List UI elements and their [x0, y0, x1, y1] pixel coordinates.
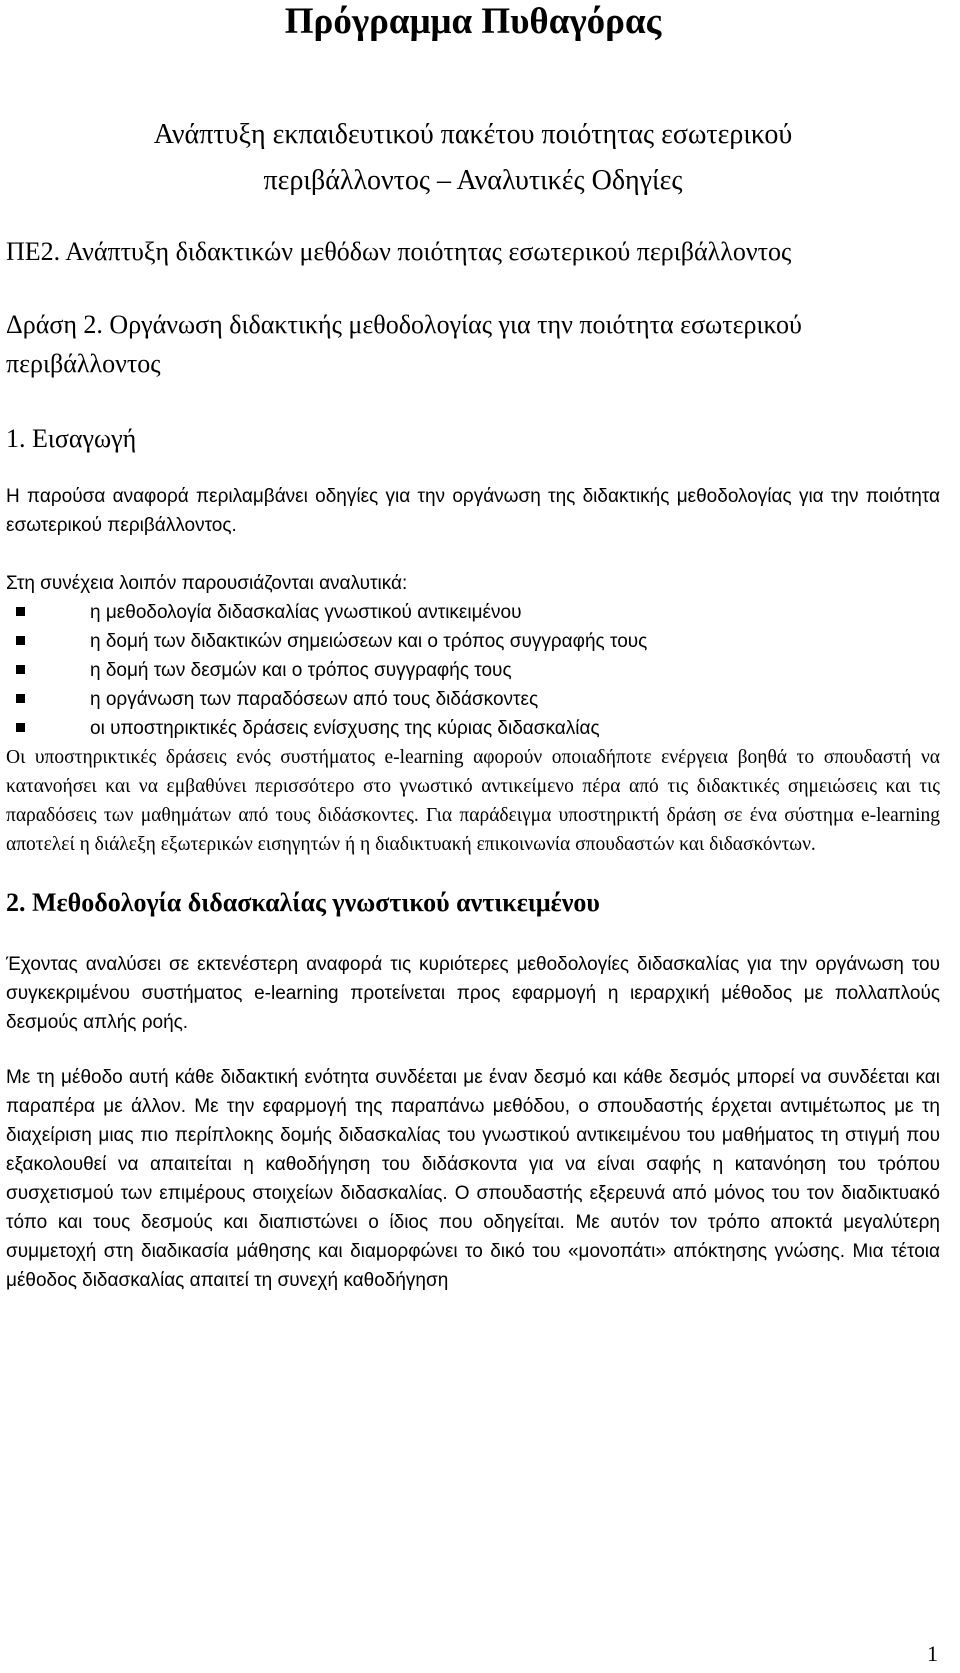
document-subtitle [6, 112, 940, 204]
list-item [6, 714, 940, 743]
list-item-text: η δομή των διδακτικών σημειώσεων και ο τρόπος συγγραφής τους [90, 631, 648, 652]
square-bullet-icon [16, 723, 25, 732]
list-item-text: η δομή των δεσμών και ο τρόπος συγγραφής τους [90, 660, 512, 681]
document-title: Πρόγραμμα Πυθαγόρας [284, 1, 662, 42]
intro-paragraph: Η παρούσα αναφορά περιλαμβάνει οδηγίες για την οργάνωση της διδακτικής μεθοδολογίας για την ποιότητα εσωτερικού περιβάλλοντος. [6, 486, 940, 536]
section-methodology [6, 883, 940, 1295]
elearning-paragraph: Οι υποστηρικτικές δράσεις ενός συστήματος e-learning αφορούν οποιαδήποτε ενέργεια βοηθά το σπουδαστή να κατανοήσει και να εμβαθύνει περισσότερο στο γνωστικό αντικείμενο πέρα από τις διδακτικές σημειώσεις και τις παραδόσεις των μαθημάτων από τους διδάσκοντες. Για παράδειγμα υποστηρικτή δράση σε ένα σύστημα e-learning αποτελεί η διάλεξη εξωτερικών εισηγητών ή η διαδικτυακή επικοινωνία σπουδαστών και διδασκόντων. [6, 747, 940, 855]
section-1-heading: 1. Εισαγωγή [6, 424, 137, 453]
pe-heading: ΠΕ2. Ανάπτυξη διδακτικών μεθόδων ποιότητας εσωτερικού περιβάλλοντος [6, 237, 792, 266]
methodology-paragraph-2: Με τη μέθοδο αυτή κάθε διδακτική ενότητα συνδέεται με έναν δεσμό και κάθε δεσμός μπορεί να συνδέεται και παραπέρα με άλλον. Με την εφαρμογή της παραπάνω μεθόδου, ο σπουδαστής έρχεται αντιμέτωπος με τη διαχείριση μιας πιο περίπλοκης δομής διδασκαλίας του γνωστικού αντικειμένου του μαθήματος τη στιγμή που εξακολουθεί να απαιτείται η καθοδήγηση του διδάσκοντα για να είναι σαφής η κατανόηση του τρόπου συσχετισμού των επιμέρους στοιχείων διδασκαλίας. Ο σπουδαστής εξερευνά από μόνος του τον διαδικτυακό τόπο και τους δεσμούς και διαπιστώνει ο ίδιος που οδηγείται. Με αυτόν τον τρόπο αποκτά μεγαλύτερη συμμετοχή στη διαδικασία μάθησης και διαμορφώνει το δικό του «μονοπάτι» απόκτησης γνώσης. Μια τέτοια μέθοδος διδασκαλίας απαιτεί τη συνεχή καθοδήγηση [6, 1067, 940, 1291]
methodology-paragraph-1: Έχοντας αναλύσει σε εκτενέστερη αναφορά τις κυριότερες μεθοδολογίες διδασκαλίας για την οργάνωση του συγκεκριμένου συστήματος e-learning προτείνεται προς εφαρμογή η ιεραρχική μέθοδος με πολλαπλούς δεσμούς απλής ροής. [6, 954, 940, 1033]
square-bullet-icon [16, 694, 25, 703]
page-number: 1 [927, 1641, 938, 1666]
square-bullet-icon [16, 636, 25, 645]
contents-list [6, 598, 940, 743]
list-item [6, 627, 940, 656]
section-introduction [6, 419, 940, 859]
list-item-text: η οργάνωση των παραδόσεων από τους διδάσκοντες [90, 689, 539, 710]
subtitle-line-1: Ανάπτυξη εκπαιδευτικού πακέτου ποιότητας εσωτερικού [153, 119, 793, 150]
list-intro: Στη συνέχεια λοιπόν παρουσιάζονται αναλυτικά: [6, 573, 408, 594]
subtitle-line-2: περιβάλλοντος – Αναλυτικές Οδηγίες [263, 165, 683, 196]
list-item [6, 598, 940, 627]
list-item [6, 685, 940, 714]
list-item [6, 656, 940, 685]
square-bullet-icon [16, 607, 25, 616]
list-item-text: οι υποστηρικτικές δράσεις ενίσχυσης της κύριας διδασκαλίας [90, 718, 600, 739]
section-2-heading: 2. Μεθοδολογία διδασκαλίας γνωστικού αντικειμένου [6, 888, 600, 917]
action-heading: Δράση 2. Οργάνωση διδακτικής μεθοδολογίας για την ποιότητα εσωτερικού περιβάλλοντος [6, 310, 802, 378]
square-bullet-icon [16, 665, 25, 674]
list-item-text: η μεθοδολογία διδασκαλίας γνωστικού αντικειμένου [90, 602, 522, 623]
